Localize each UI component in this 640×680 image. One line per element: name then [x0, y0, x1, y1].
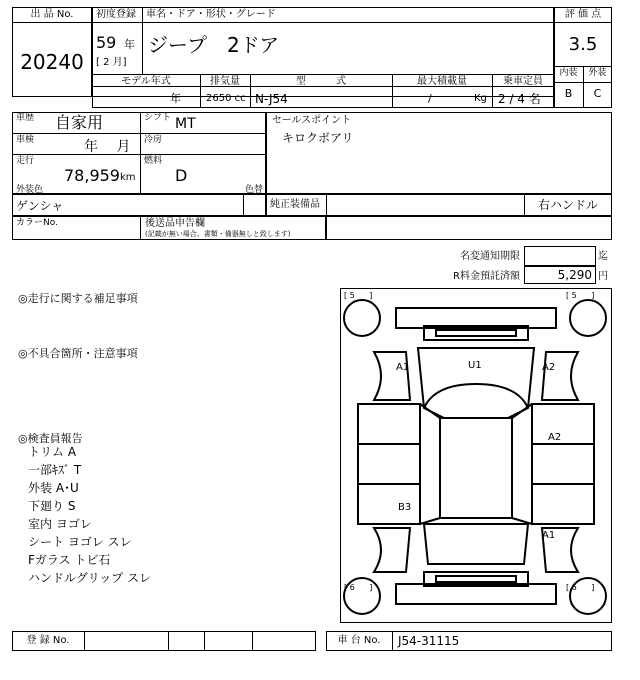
displacement: 2650 cc — [206, 93, 246, 104]
details-box — [12, 112, 266, 194]
first-registration-year: 59 — [96, 33, 117, 52]
lot-number: 20240 — [20, 50, 84, 74]
name-change-box — [524, 246, 596, 266]
score-value: 3.5 — [568, 34, 598, 55]
first-registration-label: 初度登録 — [96, 9, 136, 20]
mileage-value: 78,959 — [64, 166, 120, 185]
report-line: 一部ｷｽﾞ T — [28, 463, 82, 477]
model-year-unit: 年 — [170, 92, 181, 105]
report-line: シート ヨゴレ スレ — [28, 535, 132, 549]
damage-mark: A2 — [542, 362, 556, 373]
recycle-fee-unit: 円 — [598, 271, 608, 282]
score-label: 評 価 点 — [564, 9, 602, 20]
tire-label: [ 5 ] — [344, 291, 373, 300]
docs-extra-box — [326, 216, 612, 240]
exterior-label: 外装 — [588, 68, 607, 78]
model-type: N-J54 — [255, 92, 288, 106]
inspection-label: 車検 — [16, 135, 35, 145]
type-label: 型 式 — [296, 76, 346, 87]
body-center — [440, 418, 512, 518]
max-load-unit: Kg — [474, 93, 487, 104]
documents-label: 後送品申告欄 — [145, 218, 205, 229]
car-name-label: 車名・ドア・形状・グレード — [146, 9, 276, 20]
name-change-unit: 迄 — [598, 251, 608, 262]
repaint-label: 色替 — [245, 185, 264, 195]
right-body — [532, 404, 594, 444]
damage-mark: U1 — [468, 360, 482, 371]
seating-capacity: 2 / 4 名 — [498, 92, 541, 106]
capacity-label: 乗車定員 — [503, 76, 543, 87]
damage-mark: B3 — [398, 502, 412, 513]
chassis-number-label: 車 台 No. — [337, 635, 381, 646]
lot-number-label: 出 品 No. — [30, 9, 74, 20]
max-load-label: 最大積載量 — [417, 76, 467, 87]
history-label: 車歴 — [16, 113, 35, 123]
report-line: 外装 A･U — [28, 481, 79, 495]
model-year-label: モデル年式 — [121, 76, 171, 87]
color-label: 外装色 — [16, 185, 44, 195]
history-value: 自家用 — [55, 113, 104, 132]
displacement-label: 排気量 — [210, 76, 240, 87]
inspection-value: 年 月 — [84, 139, 131, 155]
interior-grade: B — [564, 87, 573, 100]
damage-mark: A1 — [542, 530, 556, 541]
name-change-label: 名変通知期限 — [460, 251, 520, 262]
sales-point-value: キロクボアリ — [282, 131, 354, 145]
tire-front-right-icon — [570, 300, 606, 336]
rear-left-fender — [374, 528, 410, 572]
color-value: ゲンシャ — [16, 199, 64, 213]
genuine-equipment-label: 純正装備品 — [270, 199, 320, 210]
front-right-fender — [542, 352, 578, 400]
tire-label: [ 6 ] — [566, 583, 595, 592]
max-load-slash: / — [428, 92, 432, 105]
fuel-value: D — [175, 166, 188, 185]
fuel-label: 燃料 — [144, 156, 163, 166]
defect-notes-label: ◎不具合箇所・注意事項 — [18, 347, 138, 360]
report-line: 下廻り S — [28, 499, 76, 513]
tire-label: [ 6 ] — [344, 583, 373, 592]
report-line: Fガラス トビ石 — [28, 553, 111, 567]
shift-label: シフト — [144, 113, 172, 123]
mileage-unit: km — [120, 172, 136, 183]
chassis-number: J54-31115 — [398, 634, 460, 648]
car-name: ジープ 2ドア — [148, 33, 280, 57]
tire-label: [ 5 ] — [566, 291, 595, 300]
damage-mark: A2 — [548, 432, 562, 443]
left-body — [358, 404, 420, 444]
shift-value: MT — [175, 116, 196, 132]
inspector-report-label: ◎検査員報告 — [18, 432, 83, 445]
recycle-fee-label: R料金預託済額 — [453, 271, 520, 282]
exterior-grade: C — [593, 87, 602, 100]
ac-label: 冷房 — [144, 135, 163, 145]
report-line: トリム A — [28, 445, 77, 459]
driving-notes-label: ◎走行に関する補足事項 — [18, 292, 138, 305]
color-number-label: カラーNo. — [16, 218, 58, 228]
steering-side: 右ハンドル — [537, 198, 598, 212]
damage-mark: A1 — [396, 362, 410, 373]
registration-number-label: 登 録 No. — [26, 635, 70, 646]
rear-deck — [424, 524, 528, 564]
documents-note: (記載が無い場合、書類・備器無しと致します) — [145, 230, 291, 238]
front-left-fender — [374, 352, 410, 400]
interior-label: 内装 — [559, 68, 578, 78]
tire-front-left-icon — [344, 300, 380, 336]
report-line: ハンドルグリップ スレ — [28, 571, 152, 585]
first-registration-month: [ 2 月] — [96, 57, 127, 68]
year-unit: 年 — [124, 38, 135, 51]
report-line: 室内 ヨゴレ — [28, 517, 92, 531]
mileage-label: 走行 — [16, 156, 35, 166]
sales-point-label: セールスポイント — [272, 115, 352, 126]
recycle-fee-amount: 5,290 — [557, 268, 592, 282]
car-damage-diagram — [340, 288, 612, 623]
